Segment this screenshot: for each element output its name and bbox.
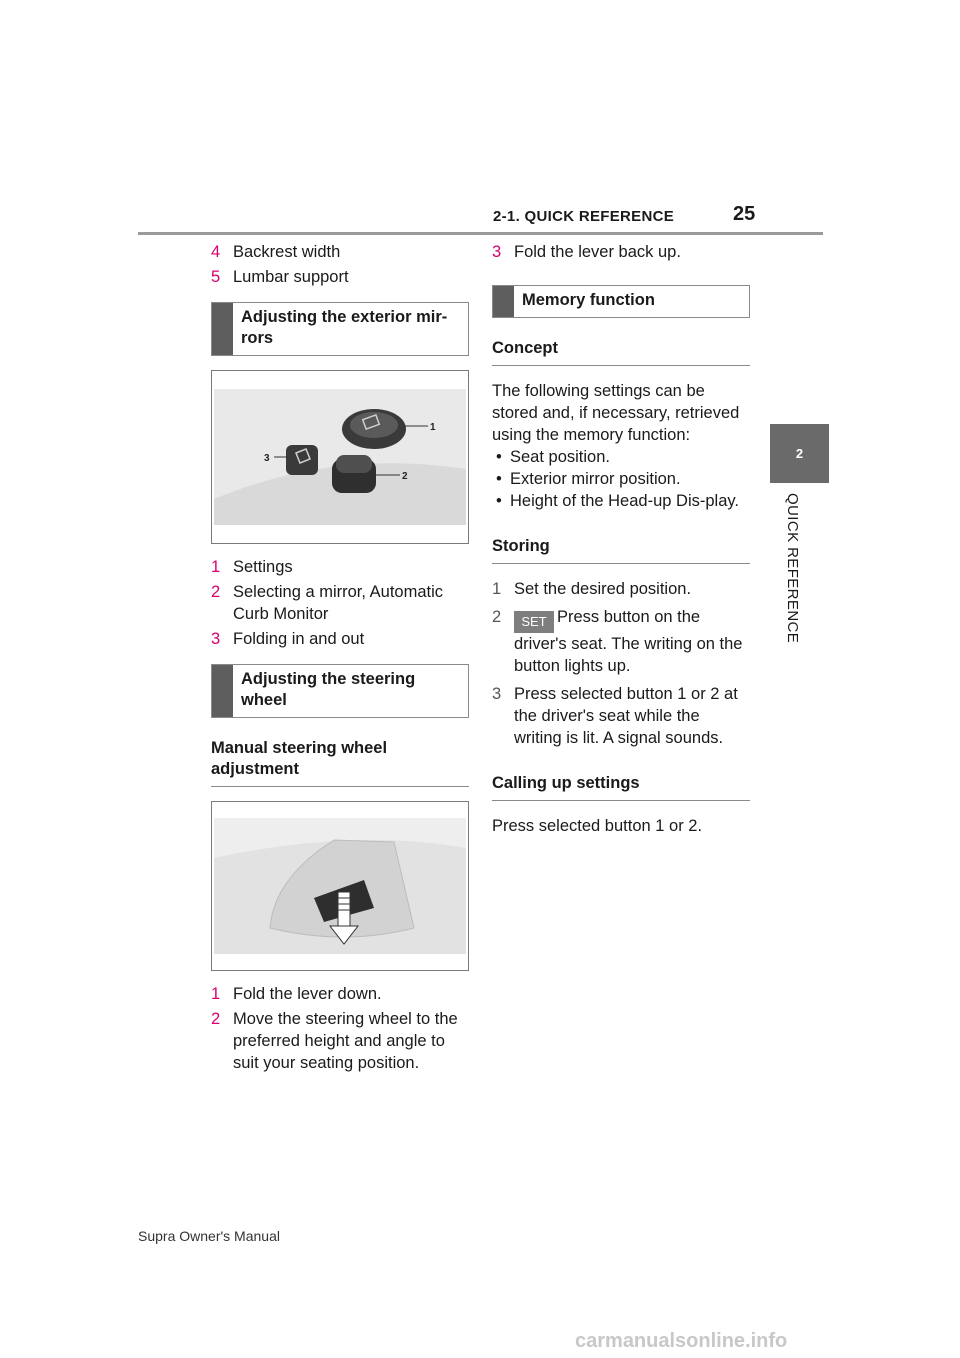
set-button-icon: SET: [514, 611, 554, 633]
step-number: 4: [211, 243, 221, 261]
step-text: Press selected button 1 or 2 at the driver's seat while the writing is lit. A signal sounds.: [514, 685, 738, 747]
section-heading-steering: [211, 664, 469, 718]
step-number: 1: [211, 558, 221, 576]
section-marker: [493, 286, 514, 317]
callout-2: 2: [402, 471, 408, 482]
step-number: 2: [492, 608, 502, 626]
steering-item: [211, 1008, 469, 1074]
subheading-calling-up: Calling up settings: [492, 773, 750, 801]
step-text: Press button on the driver's seat. The writing on the button lights up.: [514, 608, 743, 675]
steering-item: [211, 983, 469, 1005]
mirror-select-switch-top: [336, 455, 372, 473]
seat-item: [211, 266, 469, 288]
step-number: 2: [211, 583, 221, 601]
section-marker: [212, 665, 233, 717]
concept-intro: The following settings can be stored and, if necessary, retrieved using the memory function:: [492, 382, 740, 444]
subheading-manual-steering: Manual steering wheel adjustment: [211, 738, 469, 787]
step-number: 1: [211, 985, 221, 1003]
mirror-controls-figure: [211, 370, 469, 544]
subheading-storing: Storing: [492, 536, 750, 564]
step-text: Fold the lever back up.: [514, 243, 681, 261]
concept-list: [492, 446, 750, 512]
mirror-item: [211, 556, 469, 578]
calling-up-text: Press selected button 1 or 2.: [492, 817, 703, 835]
watermark: carmanualsonline.info: [575, 1330, 788, 1352]
section-title-memory: Memory function: [522, 291, 655, 309]
steering-item: [492, 241, 750, 263]
step-number: 5: [211, 268, 221, 286]
step-text: Backrest width: [233, 243, 341, 261]
right-column: [492, 241, 750, 837]
step-number: 3: [492, 685, 502, 703]
mirror-controls-illustration: [214, 389, 466, 525]
left-column: [211, 241, 469, 1077]
step-text: Set the desired position.: [514, 580, 692, 598]
section-title: 2-1. QUICK REFERENCE: [493, 208, 675, 225]
step-text: Lumbar support: [233, 268, 349, 286]
manual-title: Supra Owner's Manual: [138, 1228, 280, 1244]
header-divider: [138, 232, 823, 235]
section-heading-memory: [492, 285, 750, 318]
steering-lever-figure: [211, 801, 469, 971]
subheading-concept: Concept: [492, 338, 750, 366]
callout-3: 3: [264, 453, 270, 464]
step-text: Folding in and out: [233, 630, 365, 648]
step-text: Fold the lever down.: [233, 985, 382, 1003]
storing-step: [492, 683, 750, 749]
step-text: Settings: [233, 558, 293, 576]
list-item: • Exterior mirror position.: [492, 468, 750, 490]
section-title-steering: Adjusting the steering wheel: [241, 670, 416, 709]
mirror-item: [211, 581, 469, 625]
list-item: • Seat position.: [492, 446, 750, 468]
chapter-label: QUICK REFERENCE: [784, 493, 801, 644]
section-heading-mirrors: [211, 302, 469, 356]
seat-item: [211, 241, 469, 263]
callout-1: 1: [430, 422, 436, 433]
steering-lever-illustration: [214, 818, 466, 954]
step-text: Move the steering wheel to the preferred height and angle to suit your seating position.: [233, 1010, 458, 1072]
step-number: 3: [211, 630, 221, 648]
list-item: • Height of the Head-up Dis-play.: [492, 490, 750, 512]
page-number: 25: [733, 203, 756, 225]
storing-step: [492, 578, 750, 600]
section-title-mirrors: Adjusting the exterior mir-rors: [241, 308, 448, 347]
mirror-fold-button: [286, 445, 318, 475]
mirror-item: [211, 628, 469, 650]
step-number: 2: [211, 1010, 221, 1028]
chapter-tab[interactable]: [770, 424, 829, 483]
step-number: 1: [492, 580, 502, 598]
step-text: Selecting a mirror, Automatic Curb Monitor: [233, 583, 444, 623]
step-number: 3: [492, 243, 502, 261]
section-marker: [212, 303, 233, 355]
chapter-number: 2: [795, 446, 804, 461]
storing-step: [492, 606, 750, 677]
